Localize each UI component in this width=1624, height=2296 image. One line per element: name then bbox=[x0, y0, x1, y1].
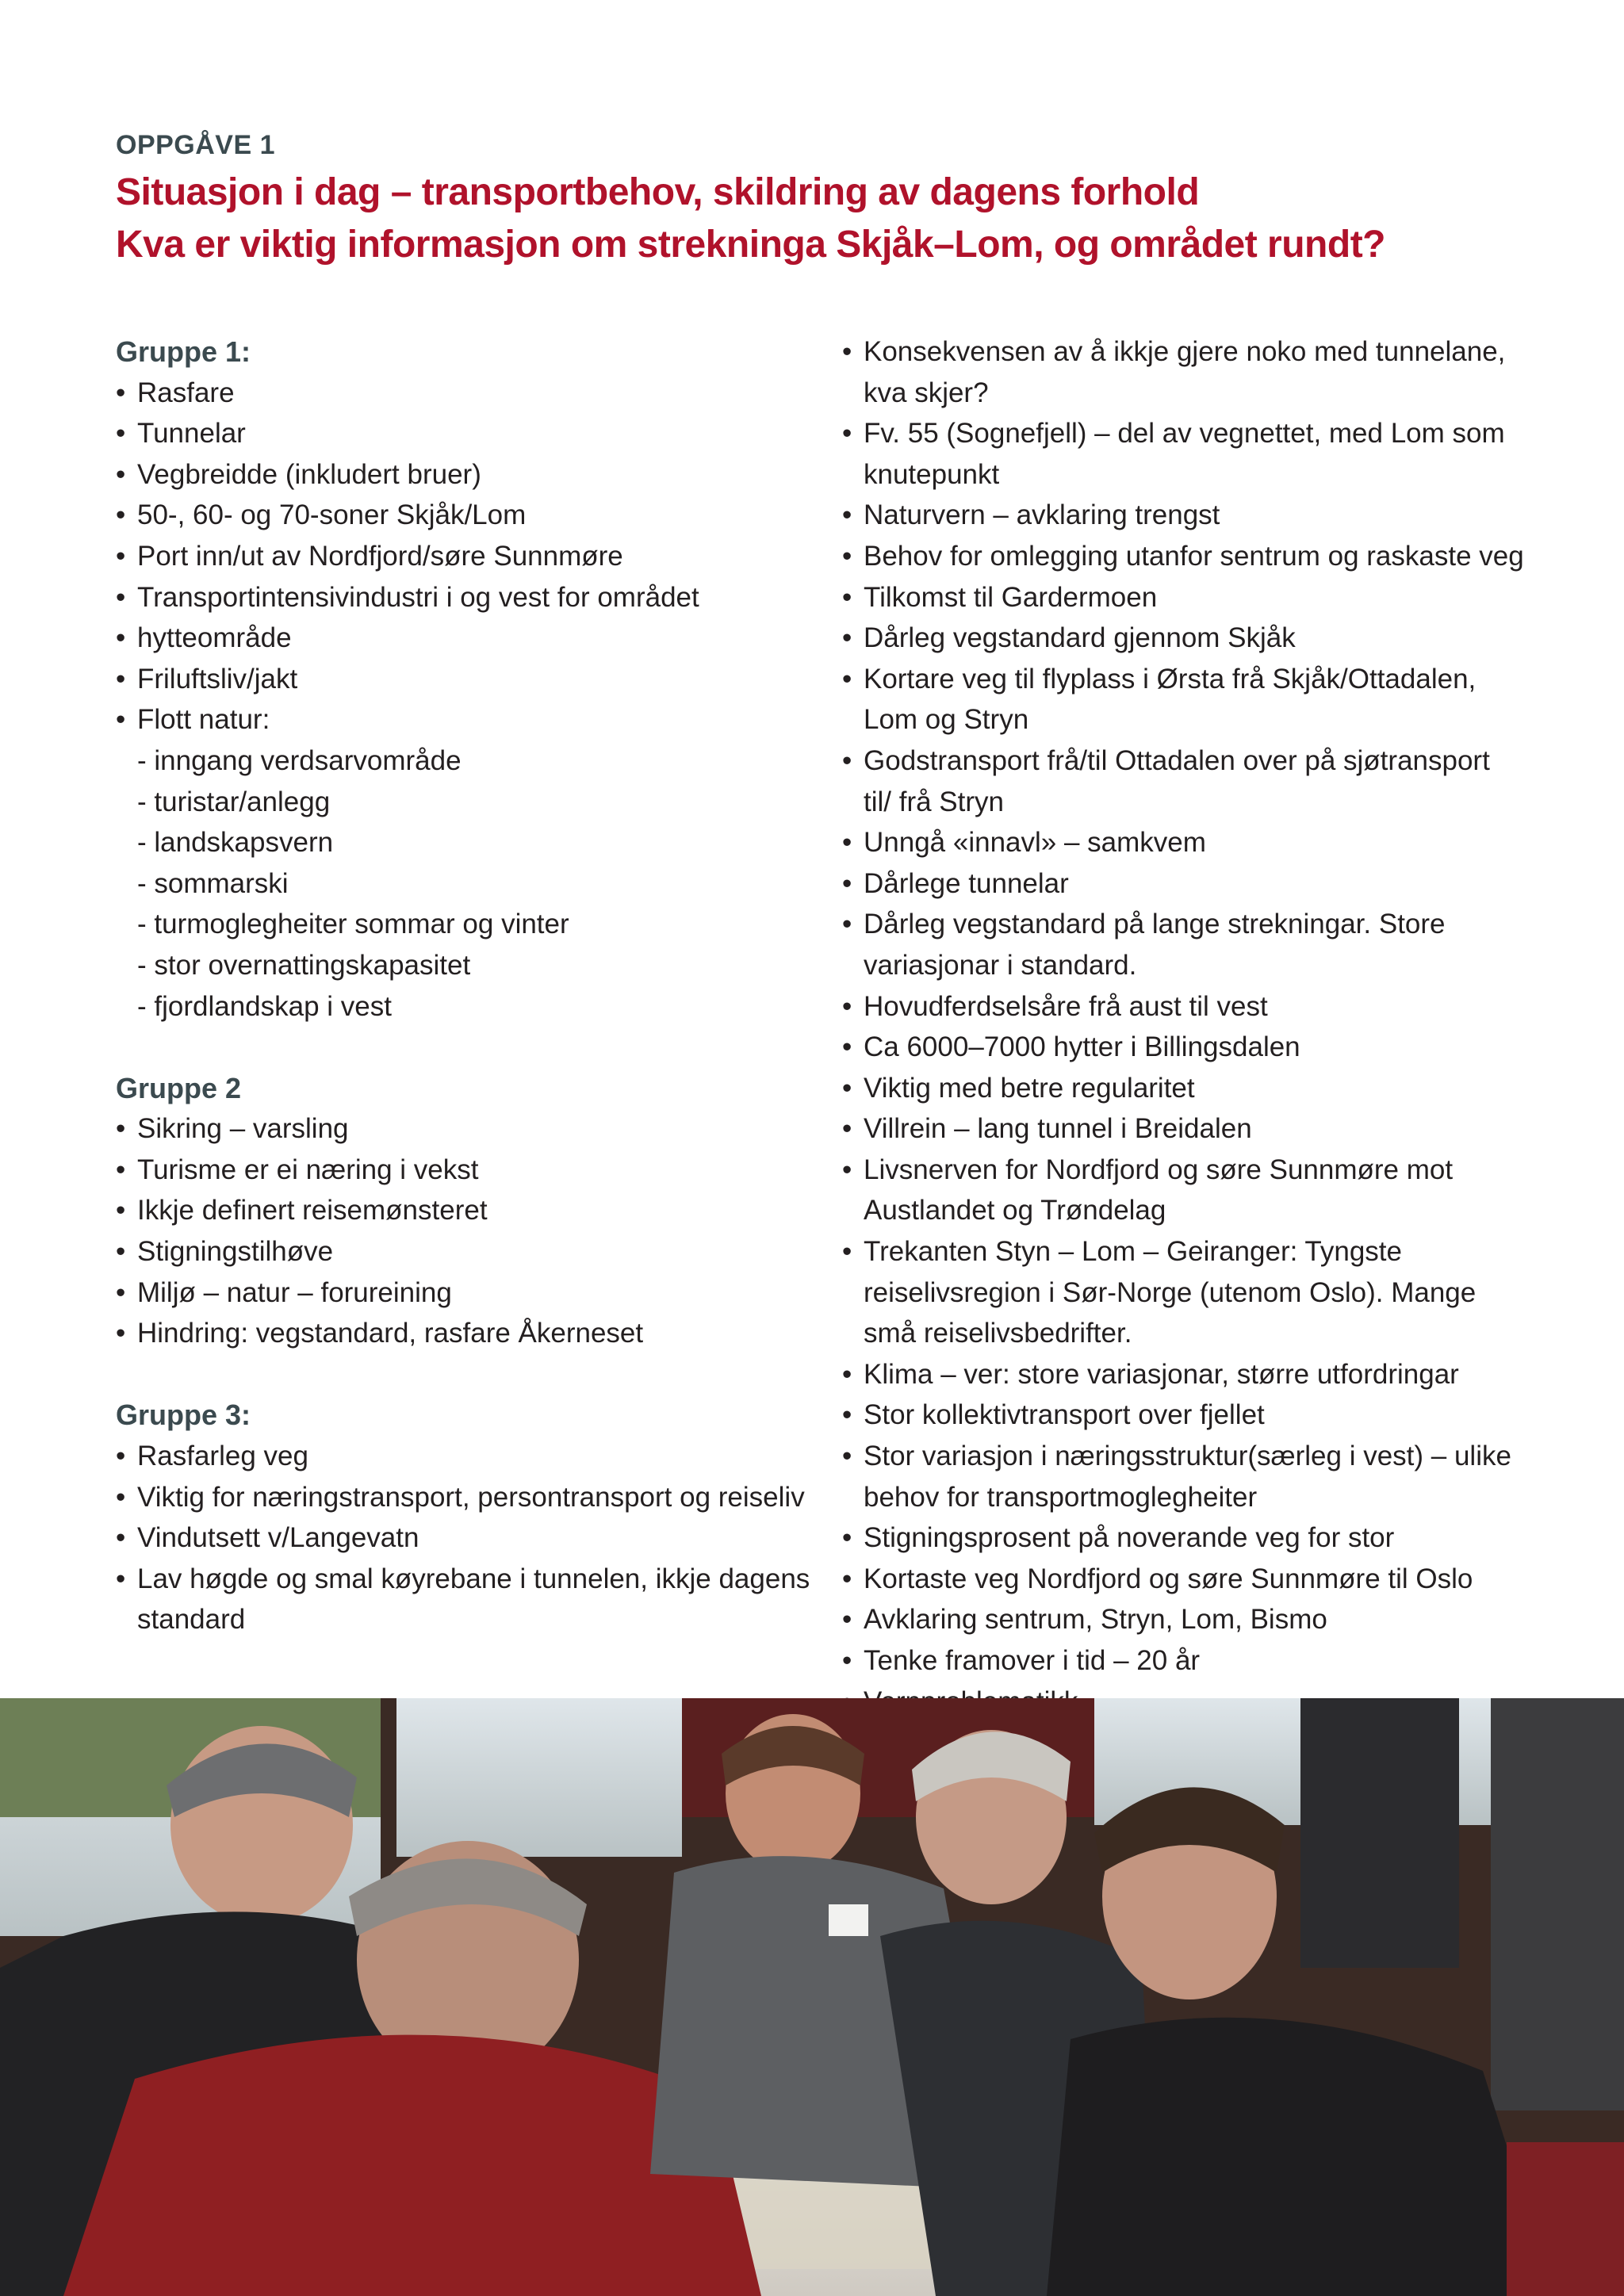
list-item: • Miljø – natur – forureining bbox=[116, 1272, 829, 1314]
sub-item: - fjordlandskap i vest bbox=[137, 990, 392, 1022]
list-item: • Vindutsett v/Langevatn bbox=[116, 1517, 829, 1559]
workshop-photo bbox=[0, 1698, 1624, 2296]
list-item: • Tenke framover i tid – 20 år bbox=[842, 1640, 1524, 1682]
list-item: • Turisme er ei næring i vekst bbox=[116, 1150, 829, 1191]
title-line-1: Situasjon i dag – transportbehov, skildring av dagens forhold bbox=[116, 171, 1200, 213]
sub-item: - stor overnattingskapasitet bbox=[137, 949, 471, 981]
sub-item: - landskapsvern bbox=[137, 827, 334, 859]
list-item: • Friluftsliv/jakt bbox=[116, 659, 829, 700]
list-item: • Trekanten Styn – Lom – Geiranger: Tyngste reiselivsregion i Sør-Norge (utenom Oslo). Mange små reiselivsbedrifter. bbox=[842, 1231, 1524, 1354]
list-item: • Port inn/ut av Nordfjord/søre Sunnmøre bbox=[116, 536, 829, 577]
list-item: • Kortare veg til flyplass i Ørsta frå Skjåk/Ottadalen, Lom og Stryn bbox=[842, 659, 1524, 740]
list-item: • Viktig med betre regularitet bbox=[842, 1068, 1524, 1109]
list-item: • Rasfare bbox=[116, 373, 829, 414]
list-item: • Stigningsprosent på noverande veg for stor bbox=[842, 1517, 1524, 1559]
group-heading: Gruppe 3: bbox=[116, 1399, 251, 1432]
list-item: • Dårleg vegstandard gjennom Skjåk bbox=[842, 618, 1524, 659]
list-item: • Hovudferdselsåre frå aust til vest bbox=[842, 986, 1524, 1027]
spacer bbox=[116, 1354, 829, 1395]
group-heading: Gruppe 2 bbox=[116, 1071, 242, 1104]
list-item: • Sikring – varsling bbox=[116, 1108, 829, 1150]
page-title bbox=[116, 166, 1527, 271]
list-item: • Hindring: vegstandard, rasfare Åkerneset bbox=[116, 1313, 829, 1354]
list-item: • hytteområde bbox=[116, 618, 829, 659]
sub-item: - inngang verdsarvområde bbox=[137, 744, 462, 776]
list-item: • Stigningstilhøve bbox=[116, 1231, 829, 1272]
list-item: • Livsnerven for Nordfjord og søre Sunnmøre mot Austlandet og Trøndelag bbox=[842, 1150, 1524, 1231]
list-item: • Naturvern – avklaring trengst bbox=[842, 495, 1524, 536]
sub-item: - turmoglegheiter sommar og vinter bbox=[137, 909, 569, 940]
spacer bbox=[116, 1027, 829, 1068]
list-item: • 50-, 60- og 70-soner Skjåk/Lom bbox=[116, 495, 829, 536]
list-item: • Unngå «innavl» – samkvem bbox=[842, 822, 1524, 863]
list-item: • Godstransport frå/til Ottadalen over på sjøtransport til/ frå Stryn bbox=[842, 740, 1524, 822]
list-item: • Flott natur: bbox=[116, 699, 829, 740]
list-item: • Konsekvensen av å ikkje gjere noko med tunnelane, kva skjer? bbox=[842, 331, 1524, 413]
list-item: • Behov for omlegging utanfor sentrum og raskaste veg bbox=[842, 536, 1524, 577]
list-item: • Fv. 55 (Sognefjell) – del av vegnettet, med Lom som knutepunkt bbox=[842, 413, 1524, 495]
group-heading: Gruppe 1: bbox=[116, 335, 251, 368]
list-item: • Viktig for næringstransport, persontransport og reiseliv bbox=[116, 1477, 829, 1518]
right-column bbox=[842, 331, 1524, 1722]
photo-illustration bbox=[0, 1698, 1624, 2296]
list-item: • Tilkomst til Gardermoen bbox=[842, 577, 1524, 618]
list-item: • Stor kollektivtransport over fjellet bbox=[842, 1395, 1524, 1436]
sub-item: - turistar/anlegg bbox=[137, 786, 331, 817]
left-column bbox=[116, 331, 829, 1640]
list-item: • Transportintensivindustri i og vest for området bbox=[116, 577, 829, 618]
title-line-2: Kva er viktig informasjon om strekninga Skjåk–Lom, og området rundt? bbox=[116, 224, 1385, 266]
list-item: • Stor variasjon i næringsstruktur(særleg i vest) – ulike behov for transportmoglegheiter bbox=[842, 1436, 1524, 1517]
list-item: • Villrein – lang tunnel i Breidalen bbox=[842, 1108, 1524, 1150]
list-item: • Rasfarleg veg bbox=[116, 1436, 829, 1477]
list-item: • Tunnelar bbox=[116, 413, 829, 454]
list-item: • Kortaste veg Nordfjord og søre Sunnmøre til Oslo bbox=[842, 1559, 1524, 1600]
list-item: • Ikkje definert reisemønsteret bbox=[116, 1190, 829, 1231]
list-item: • Lav høgde og smal køyrebane i tunnelen, ikkje dagens standard bbox=[116, 1559, 829, 1640]
sub-item: - sommarski bbox=[137, 867, 289, 899]
list-item: • Dårleg vegstandard på lange strekningar. Store variasjonar i standard. bbox=[842, 904, 1524, 985]
page-header bbox=[116, 128, 1527, 271]
task-label: OPPGÅVE 1 bbox=[116, 130, 276, 160]
list-item: • Vegbreidde (inkludert bruer) bbox=[116, 454, 829, 496]
list-item: • Dårlege tunnelar bbox=[842, 863, 1524, 905]
list-item: • Avklaring sentrum, Stryn, Lom, Bismo bbox=[842, 1599, 1524, 1640]
list-item: • Ca 6000–7000 hytter i Billingsdalen bbox=[842, 1027, 1524, 1068]
list-item: • Klima – ver: store variasjonar, større utfordringar bbox=[842, 1354, 1524, 1395]
